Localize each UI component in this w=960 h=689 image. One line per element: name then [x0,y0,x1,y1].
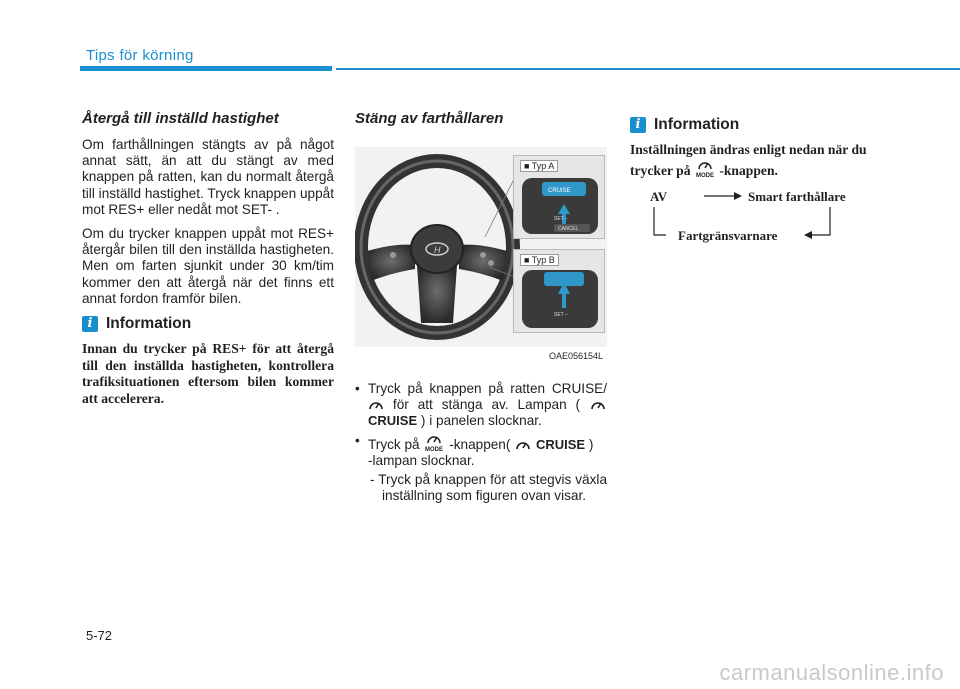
heading-turn-off: Stäng av farthållaren [355,110,504,127]
inset-label-a: ■ Typ A [520,160,558,172]
info-title: Information [106,315,192,333]
turn-off-steps [355,381,607,504]
inset-type-b [513,249,605,333]
svg-text:CRUISE: CRUISE [548,188,571,194]
info-heading [82,315,334,333]
info-heading-2 [630,116,880,134]
figure-code: OAE056154L [548,351,603,361]
svg-text:MODE: MODE [425,446,444,453]
svg-text:H: H [434,245,441,255]
mode-button-icon [423,433,445,453]
controls-type-b [514,250,604,332]
cruise-indicator-icon [589,398,607,412]
step-1: • Tryck på knappen på ratten CRUISE/ för att stänga av. Lampan ( CRUISE ) i panelen slocknar. [355,381,607,430]
header-bar [80,66,332,71]
inset-label-b: ■ Typ B [520,254,559,266]
column-turn-off-cruise [355,110,607,507]
page-number: 5-72 [86,628,113,643]
paragraph-resume-2: Om du trycker knappen uppåt mot RES+ återgår bilen till den inställda hastigheten. Men om farten sjunkit under 30 km/tim kommer den att återgå när det finns ett annat fordon framför bilen. [82,226,334,306]
info-title-2: Information [654,116,740,133]
svg-text:MODE: MODE [695,172,714,179]
cruise-icon [368,398,384,412]
svg-text:CANCEL: CANCEL [558,226,579,232]
diagram-limiter: Fartgränsvarnare [678,228,778,243]
info-icon-2: i [630,117,646,133]
step-2-sub: - Tryck på knappen för att stegvis växla inställning som figuren ovan visar. [370,472,607,504]
column-resume-speed [82,110,334,407]
inset-type-a [513,155,605,239]
section-title: Tips för körning [86,47,194,64]
cruise-indicator-icon-2 [514,438,532,452]
info-text: Innan du trycker på RES+ för att återgå till den inställda hastigheten, kontrollera trafiksituationen eftersom bilen kommer att accelerera. [82,341,334,406]
diagram-av: AV [650,189,668,204]
info-icon: i [82,316,98,332]
step-2: • Tryck på MODE -knappen( CRUISE ) -lampan slocknar. - Tryck på knappen för att stegvis växla inställning som figuren ovan visar. [355,433,607,505]
mode-cycle-diagram [630,185,880,255]
controls-type-a [514,156,604,238]
svg-text:SET −: SET − [554,312,568,318]
header-rule [336,68,960,70]
mode-button-icon-2 [694,159,716,179]
steering-wheel-figure [355,147,607,361]
paragraph-resume-1: Om farthållningen stängts av på något annat sätt, än att du stängt av med knappen på ratten, kan du normalt återgå till inställd hastighet. Tryck knappen uppåt mot RES+ eller nedåt mot SET- . [82,137,334,217]
heading-resume-speed: Återgå till inställd hastighet [82,110,279,127]
watermark: carmanualsonline.info [719,660,944,685]
diagram-smart: Smart farthållare [748,189,846,204]
svg-text:SET −: SET − [554,216,568,222]
info-text-2: Inställningen ändras enligt nedan när du trycker på MODE -knappen. [630,142,867,179]
column-info [630,116,880,260]
